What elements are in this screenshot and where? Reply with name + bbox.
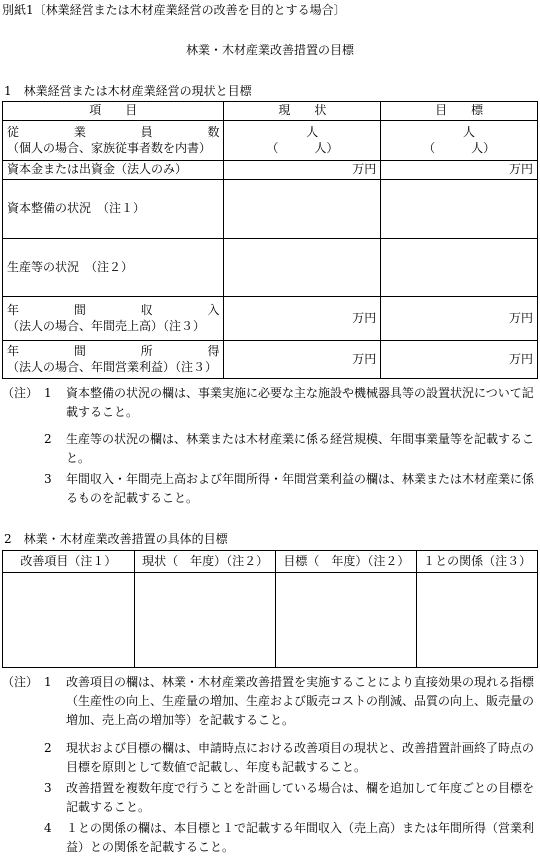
equipment-label: 資本整備の状況 （注１） (3, 180, 224, 239)
col-header-item: 項 目 (3, 102, 224, 121)
col-header-goal: 目標（ 年度）（注２） (276, 551, 417, 573)
note-text: 改善措置を複数年度で行うことを計画している場合は、欄を追加して年度ごとの目標を記載すること。 (66, 781, 535, 814)
note-text: 年間収入・年間売上高および年間所得・年間営業利益の欄は、林業または木材産業に係るものを記載すること。 (66, 472, 535, 505)
capital-target: 万円 (381, 161, 538, 180)
note-num: 4 (44, 821, 52, 835)
capital-label: 資本金または出資金（法人のみ） (3, 161, 224, 180)
section1-table (2, 101, 538, 379)
document-title: 林業・木材産業改善措置の目標 (185, 43, 354, 57)
income-target: 万円 (381, 297, 538, 341)
note-num: 2 (44, 741, 52, 755)
relation-cell (417, 573, 538, 668)
profit-current: 万円 (224, 341, 381, 379)
employees-target-family: （ 人） (423, 140, 496, 155)
profit-sub: （法人の場合、年間営業利益）（注３） (7, 359, 218, 374)
col-header-improvement-item: 改善項目（注１） (3, 551, 135, 573)
note-num: 2 (44, 432, 52, 446)
note-text: 資本整備の状況の欄は、事業実施に必要な主な施設や機械器具等の設置状況について記載すること。 (66, 386, 534, 419)
income-current: 万円 (224, 297, 381, 341)
row-employees-label (3, 121, 224, 161)
capital-current: 万円 (224, 161, 381, 180)
note-text: 現状および目標の欄は、申請時点における改善項目の現状と、改善措置計画終了時点の目標を原則として数値で記載し、年度も記載すること。 (66, 741, 535, 774)
equipment-current (224, 180, 381, 239)
employees-main: 従 業 員 数 (7, 124, 220, 139)
income-main: 年 間 収 入 (7, 302, 220, 317)
production-target (381, 239, 538, 297)
section2-notes (0, 673, 540, 855)
section2-heading: 2 林業・木材産業改善措置の具体的目標 (4, 532, 228, 546)
equipment-target (381, 180, 538, 239)
employees-sub: （個人の場合、家族従事者数を内書） (7, 140, 212, 155)
note-num: 3 (44, 472, 52, 486)
section2-table (2, 550, 538, 668)
note-num: 3 (44, 781, 52, 795)
income-sub: （法人の場合、年間売上高）（注３） (7, 318, 206, 333)
col-header-status: 現状（ 年度）（注２） (134, 551, 276, 573)
notes-label: （注） (2, 675, 39, 689)
notes-label: （注） (2, 386, 39, 400)
col-header-current: 現 状 (224, 102, 381, 121)
employees-current (224, 121, 381, 161)
employees-target (381, 121, 538, 161)
note-text: 改善項目の欄は、林業・木材産業改善措置を実施することにより直接効果の現れる指標（生産性の向上、生産量の増加、生産および販売コストの削減、品質の向上、販売量の増加、売上高の増加等）を記載すること。 (66, 675, 535, 727)
col-header-relation: １との関係（注３） (417, 551, 538, 573)
employees-current-family: （ 人） (266, 140, 339, 155)
employees-target-unit: 人 (462, 124, 475, 139)
document-header: 別紙1〔林業経営または木材産業経営の改善を目的とする場合〕 (2, 3, 346, 17)
status-cell (134, 573, 276, 668)
note-num: 1 (44, 386, 52, 400)
production-current (224, 239, 381, 297)
col-header-target: 目 標 (381, 102, 538, 121)
section1-notes (0, 384, 540, 514)
employees-current-unit: 人 (306, 124, 319, 139)
income-label (3, 297, 224, 341)
section1-heading: 1 林業経営または木材産業経営の現状と目標 (4, 84, 252, 98)
profit-label (3, 341, 224, 379)
profit-main: 年 間 所 得 (7, 343, 220, 358)
production-label: 生産等の状況 （注２） (3, 239, 224, 297)
improvement-item-cell (3, 573, 135, 668)
goal-cell (276, 573, 417, 668)
note-text: 生産等の状況の欄は、林業または木材産業に係る経営規模、年間事業量等を記載すること。 (66, 432, 535, 465)
note-text: １との関係の欄は、本目標と１で記載する年間収入（売上高）または年間所得（営業利益）との関係を記載すること。 (66, 821, 535, 854)
note-num: 1 (44, 675, 52, 689)
profit-target: 万円 (381, 341, 538, 379)
